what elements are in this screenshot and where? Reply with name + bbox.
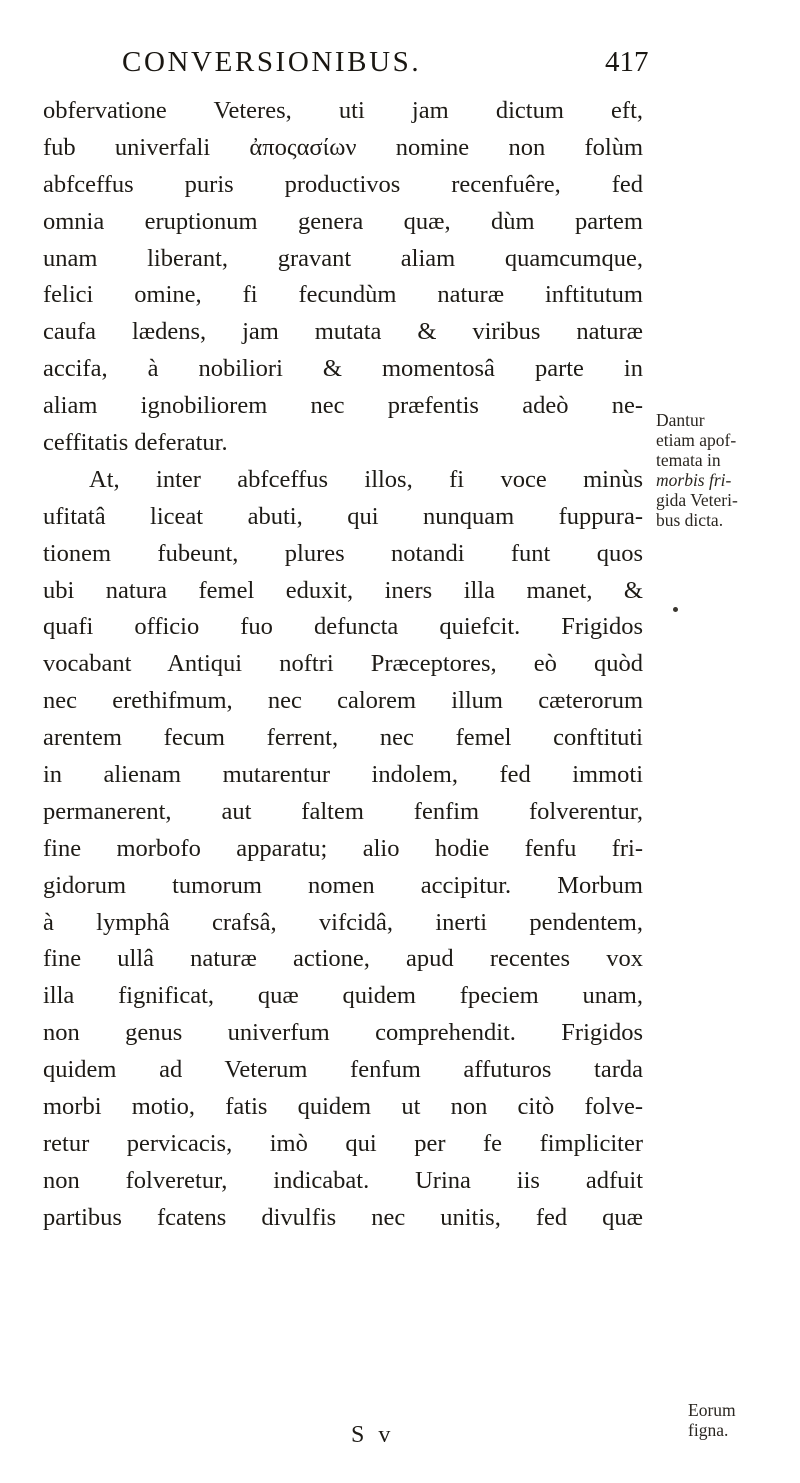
text-line: obfervatione Veteres, uti jam dictum eft, xyxy=(43,97,643,124)
margin-note-frigida xyxy=(656,410,800,530)
text-line: permanerent, aut faltem fenfim folverentur, xyxy=(43,797,643,825)
text-line: fine ullâ naturæ actione, apud recentes vox xyxy=(43,945,643,973)
margin-note-line: morbis fri- xyxy=(656,470,732,490)
margin-note-line: figna. xyxy=(688,1420,729,1440)
text-line: quafi officio fuo defuncta quiefcit. Frigidos xyxy=(43,613,643,641)
page-number: 417 xyxy=(605,46,649,78)
main-text-block xyxy=(43,93,643,1237)
text-line: ufitatâ liceat abuti, qui nunquam fuppura- xyxy=(43,502,643,530)
text-line: in alienam mutarentur indolem, fed immoti xyxy=(43,761,643,789)
text-line: gidorum tumorum nomen accipitur. Morbum xyxy=(43,871,643,899)
text-line: à lymphâ crafsâ, vifcidâ, inerti pendentem, xyxy=(43,908,643,936)
page-header xyxy=(0,46,800,86)
text-line: aliam ignobiliorem nec præfentis adeò ne- xyxy=(43,392,643,420)
text-line: ubi natura femel eduxit, iners illa manet, & xyxy=(43,576,643,604)
text-line: arentem fecum ferrent, nec femel conftituti xyxy=(43,724,643,752)
text-line: non folveretur, indicabat. Urina iis adfuit xyxy=(43,1166,643,1194)
signature-mark: S v xyxy=(351,1422,395,1448)
running-head: CONVERSIONIBUS. xyxy=(122,46,422,78)
text-line: vocabant Antiqui noftri Præceptores, eò quòd xyxy=(43,650,643,678)
text-line: felici omine, fi fecundùm naturæ inftitutum xyxy=(43,281,643,309)
text-line: omnia eruptionum genera quæ, dùm partem xyxy=(43,207,643,235)
text-line: caufa lædens, jam mutata & viribus naturæ xyxy=(43,318,643,346)
text-line: morbi motio, fatis quidem ut non citò folve- xyxy=(43,1093,643,1121)
margin-note-line: temata in xyxy=(656,450,721,470)
ink-dot-mark xyxy=(673,607,678,612)
text-line: At, inter abfceffus illos, fi voce minùs xyxy=(89,465,643,493)
paragraph-end-line: ceffitatis deferatur. xyxy=(43,429,228,457)
text-line: tionem fubeunt, plures notandi funt quos xyxy=(43,539,643,567)
text-line: fub univerfali ἀποςασίων nomine non folùm xyxy=(43,133,643,161)
text-line: retur pervicacis, imò qui per fe fimpliciter xyxy=(43,1129,643,1157)
margin-note-line: Eorum xyxy=(688,1400,736,1420)
text-line: partibus fcatens divulfis nec unitis, fed quæ xyxy=(43,1203,643,1231)
text-line: nec erethifmum, nec calorem illum cæterorum xyxy=(43,687,643,715)
margin-note-line: Dantur xyxy=(656,410,705,430)
text-line: abfceffus puris productivos recenfuêre, fed xyxy=(43,170,643,198)
margin-note-line: gida Veteri- xyxy=(656,490,738,510)
text-line: non genus univerfum comprehendit. Frigidos xyxy=(43,1019,643,1047)
margin-note-line: bus dicta. xyxy=(656,510,724,530)
text-line: accifa, à nobiliori & momentosâ parte in xyxy=(43,355,643,383)
text-line: illa fignificat, quæ quidem fpeciem unam, xyxy=(43,982,643,1010)
text-line: fine morbofo apparatu; alio hodie fenfu fri- xyxy=(43,834,643,862)
text-line: quidem ad Veterum fenfum affuturos tarda xyxy=(43,1056,643,1084)
margin-note-line: etiam apof- xyxy=(656,430,737,450)
text-line: unam liberant, gravant aliam quamcumque, xyxy=(43,244,643,272)
margin-note-eorum-signa xyxy=(688,1400,800,1440)
